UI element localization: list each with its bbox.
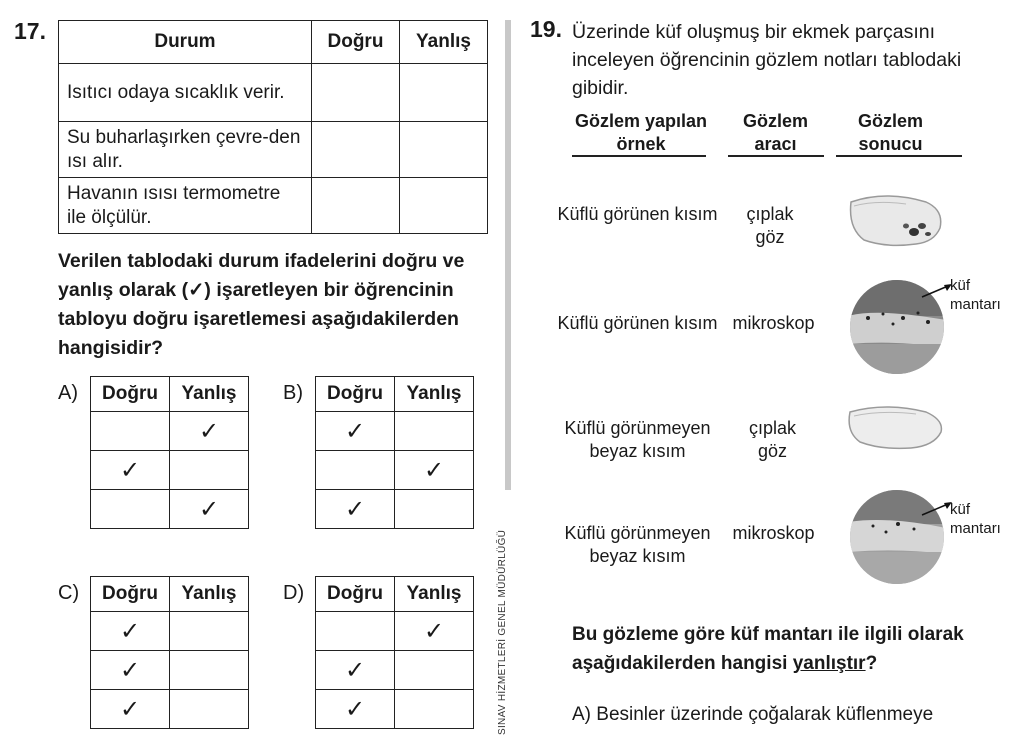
option-a-table[interactable]	[90, 376, 249, 529]
option-c-table[interactable]	[90, 576, 249, 729]
question-19-intro: Üzerinde küf oluşmuş bir ekmek parçasını inceleyen öğrencinin gözlem notları tablodaki gibidir.	[572, 21, 962, 99]
col-header-tool: Gözlem aracı	[742, 111, 808, 154]
check-cell	[395, 690, 474, 729]
option-a-header-dogru: Doğru	[91, 377, 170, 412]
statement-3: Havanın ısısı termometre ile ölçülür.	[59, 178, 312, 234]
check-cell	[316, 612, 395, 651]
arrow-icon	[920, 283, 954, 299]
question-number-19: 19.	[530, 16, 562, 42]
header-dogru: Doğru	[311, 21, 399, 64]
question-19-text	[572, 620, 1012, 678]
option-d-table[interactable]	[315, 576, 474, 729]
option-a-header-yanlis: Yanlış	[170, 377, 249, 412]
statement-table	[58, 20, 488, 234]
check-cell: ✓	[91, 612, 170, 651]
question-19-suffix: ?	[865, 653, 878, 674]
row1-sample: Küflü görünen kısım	[557, 204, 718, 224]
check-cell	[395, 490, 474, 529]
mold-annotation-1: küf mantarı	[950, 277, 1001, 313]
row3-sample: Küflü görünmeyen beyaz kısım	[564, 418, 711, 461]
question-19-underlined: yanlıştır	[792, 653, 866, 674]
row2-sample: Küflü görünen kısım	[557, 313, 718, 333]
option-c-header-dogru: Doğru	[91, 577, 170, 612]
check-cell	[91, 490, 170, 529]
check-cell: ✓	[91, 451, 170, 490]
check-cell: ✓	[316, 490, 395, 529]
header-underline	[836, 155, 962, 157]
check-cell	[170, 612, 249, 651]
check-cell	[170, 690, 249, 729]
col-header-result: Gözlem sonucu	[857, 111, 923, 154]
option-b-header-dogru: Doğru	[316, 377, 395, 412]
check-cell: ✓	[91, 651, 170, 690]
option-b-label[interactable]: B)	[283, 382, 303, 404]
option-b-header-yanlis: Yanlış	[395, 377, 474, 412]
col-header-sample: Gözlem yapılan örnek	[574, 111, 708, 154]
check-cell: ✓	[170, 490, 249, 529]
option-b-table[interactable]	[315, 376, 474, 529]
cell-yanlis-2[interactable]	[399, 122, 487, 178]
check-cell: ✓	[91, 690, 170, 729]
cell-dogru-1[interactable]	[311, 64, 399, 122]
check-cell: ✓	[170, 412, 249, 451]
row4-sample: Küflü görünmeyen beyaz kısım	[564, 523, 711, 566]
check-cell: ✓	[395, 612, 474, 651]
check-cell	[170, 651, 249, 690]
cell-yanlis-3[interactable]	[399, 178, 487, 234]
column-divider	[505, 20, 511, 490]
cell-dogru-2[interactable]	[311, 122, 399, 178]
row1-tool: çıplak göz	[746, 204, 794, 247]
check-cell	[316, 451, 395, 490]
check-cell: ✓	[316, 690, 395, 729]
side-publisher-text: SINAV HİZMETLERİ GENEL MÜDÜRLÜĞÜ	[497, 529, 508, 735]
header-underline	[572, 155, 706, 157]
option-c-label[interactable]: C)	[58, 582, 80, 604]
statement-2	[59, 122, 312, 178]
option-d-header-yanlis: Yanlış	[395, 577, 474, 612]
question-19-prefix: Bu gözleme göre küf mantarı ile ilgili olarak aşağıdakilerden hangisi	[572, 624, 964, 674]
cell-yanlis-1[interactable]	[399, 64, 487, 122]
answer-option-a[interactable]: A) Besinler üzerinde çoğalarak küflenmeye	[572, 704, 934, 725]
check-cell	[170, 451, 249, 490]
cell-dogru-3[interactable]	[311, 178, 399, 234]
check-cell	[395, 412, 474, 451]
moldy-bread-image	[846, 188, 946, 250]
statement-2-text: Su buharlaşırken çevre-den ısı alır.	[67, 126, 301, 172]
question-17-text: Verilen tablodaki durum ifadelerini doğru ve yanlış olarak (✓) işaretleyen bir öğrencinin tabloyu doğru işaretlemesi aşağıdakilerden hangisidir?	[58, 250, 465, 359]
check-cell	[395, 651, 474, 690]
option-a-label[interactable]: A)	[58, 382, 78, 404]
header-durum: Durum	[59, 21, 312, 64]
check-cell	[91, 412, 170, 451]
bread-image	[846, 402, 946, 450]
option-d-label[interactable]: D)	[283, 582, 305, 604]
row2-tool: mikroskop	[732, 313, 815, 333]
statement-1: Isıtıcı odaya sıcaklık verir.	[59, 64, 312, 122]
option-c-header-yanlis: Yanlış	[170, 577, 249, 612]
arrow-icon	[920, 501, 954, 517]
question-number-17: 17.	[14, 18, 46, 44]
check-cell: ✓	[395, 451, 474, 490]
check-cell: ✓	[316, 651, 395, 690]
header-underline	[728, 155, 824, 157]
row3-tool: çıplak göz	[748, 418, 797, 461]
mold-annotation-2: küf mantarı	[950, 501, 1001, 537]
header-yanlis: Yanlış	[399, 21, 487, 64]
row4-tool: mikroskop	[732, 523, 815, 543]
option-d-header-dogru: Doğru	[316, 577, 395, 612]
check-cell: ✓	[316, 412, 395, 451]
